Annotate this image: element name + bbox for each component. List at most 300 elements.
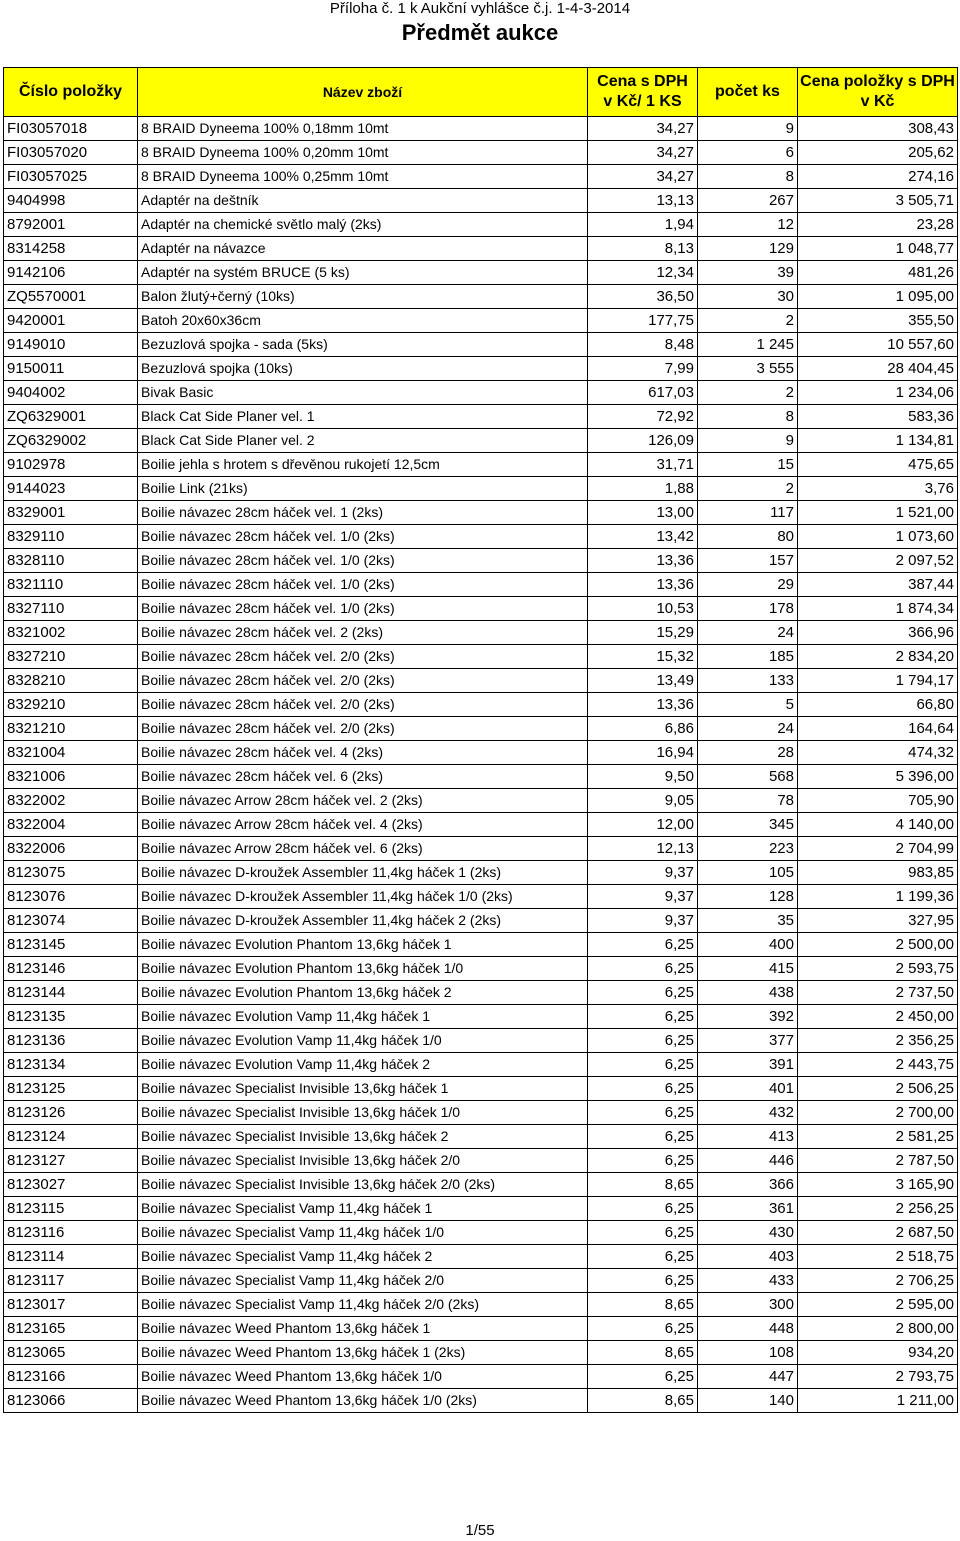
item-total-price: 481,26	[798, 261, 958, 285]
item-code: 9420001	[4, 309, 138, 333]
item-name: 8 BRAID Dyneema 100% 0,25mm 10mt	[138, 165, 588, 189]
column-header-name-label: Název zboží	[322, 83, 403, 100]
item-name: Black Cat Side Planer vel. 1	[138, 405, 588, 429]
item-quantity: 433	[698, 1269, 798, 1293]
table-row	[4, 741, 958, 765]
item-total-price: 2 097,52	[798, 549, 958, 573]
item-quantity: 345	[698, 813, 798, 837]
item-total-price: 1 073,60	[798, 525, 958, 549]
item-name: Boilie návazec Specialist Invisible 13,6kg háček 2/0 (2ks)	[138, 1173, 588, 1197]
item-quantity: 413	[698, 1125, 798, 1149]
item-total-price: 5 396,00	[798, 765, 958, 789]
item-quantity: 2	[698, 477, 798, 501]
item-total-price: 2 800,00	[798, 1317, 958, 1341]
item-unit-price: 8,65	[588, 1173, 698, 1197]
item-unit-price: 36,50	[588, 285, 698, 309]
item-unit-price: 6,25	[588, 1077, 698, 1101]
item-total-price: 2 737,50	[798, 981, 958, 1005]
table-row	[4, 1221, 958, 1245]
item-name: Boilie návazec Specialist Invisible 13,6kg háček 1	[138, 1077, 588, 1101]
item-unit-price: 34,27	[588, 117, 698, 141]
item-total-price: 2 500,00	[798, 933, 958, 957]
item-name: Boilie návazec 28cm háček vel. 2/0 (2ks)	[138, 693, 588, 717]
item-total-price: 3 505,71	[798, 189, 958, 213]
item-quantity: 432	[698, 1101, 798, 1125]
item-total-price: 2 581,25	[798, 1125, 958, 1149]
item-total-price: 2 593,75	[798, 957, 958, 981]
table-row	[4, 909, 958, 933]
item-total-price: 2 793,75	[798, 1365, 958, 1389]
item-name: Adaptér na deštník	[138, 189, 588, 213]
table-row	[4, 1197, 958, 1221]
item-quantity: 568	[698, 765, 798, 789]
item-unit-price: 6,25	[588, 1029, 698, 1053]
item-name: Boilie návazec Evolution Vamp 11,4kg háček 1	[138, 1005, 588, 1029]
item-unit-price: 6,25	[588, 1053, 698, 1077]
table-row	[4, 669, 958, 693]
item-name: Boilie návazec Evolution Phantom 13,6kg háček 1	[138, 933, 588, 957]
item-total-price: 3,76	[798, 477, 958, 501]
item-quantity: 8	[698, 405, 798, 429]
item-name: Boilie návazec D-kroužek Assembler 11,4kg háček 1/0 (2ks)	[138, 885, 588, 909]
item-total-price: 23,28	[798, 213, 958, 237]
document-subtitle: Příloha č. 1 k Aukční vyhlášce č.j. 1-4-3-2014	[329, 0, 631, 17]
item-name: Boilie návazec Specialist Vamp 11,4kg háček 2/0	[138, 1269, 588, 1293]
item-unit-price: 9,37	[588, 885, 698, 909]
item-name: Adaptér na systém BRUCE (5 ks)	[138, 261, 588, 285]
item-quantity: 15	[698, 453, 798, 477]
item-code: ZQ6329001	[4, 405, 138, 429]
item-name: Boilie návazec 28cm háček vel. 1/0 (2ks)	[138, 549, 588, 573]
item-unit-price: 6,25	[588, 981, 698, 1005]
item-unit-price: 9,37	[588, 909, 698, 933]
item-name: Boilie návazec Arrow 28cm háček vel. 4 (2ks)	[138, 813, 588, 837]
item-unit-price: 13,36	[588, 573, 698, 597]
item-unit-price: 13,36	[588, 549, 698, 573]
items-table	[3, 67, 958, 1413]
item-name: Boilie návazec 28cm háček vel. 2 (2ks)	[138, 621, 588, 645]
item-quantity: 35	[698, 909, 798, 933]
item-unit-price: 34,27	[588, 141, 698, 165]
table-row	[4, 1317, 958, 1341]
item-unit-price: 12,34	[588, 261, 698, 285]
item-unit-price: 8,65	[588, 1389, 698, 1413]
table-row	[4, 1173, 958, 1197]
table-row	[4, 357, 958, 381]
item-unit-price: 16,94	[588, 741, 698, 765]
item-quantity: 6	[698, 141, 798, 165]
item-quantity: 366	[698, 1173, 798, 1197]
item-code: 8327210	[4, 645, 138, 669]
item-total-price: 983,85	[798, 861, 958, 885]
table-row	[4, 1125, 958, 1149]
page-number: 1/55	[465, 1522, 495, 1539]
item-name: Adaptér na chemické světlo malý (2ks)	[138, 213, 588, 237]
item-unit-price: 12,00	[588, 813, 698, 837]
table-row	[4, 837, 958, 861]
item-quantity: 9	[698, 429, 798, 453]
item-quantity: 401	[698, 1077, 798, 1101]
item-name: Boilie návazec 28cm háček vel. 1/0 (2ks)	[138, 525, 588, 549]
item-unit-price: 6,25	[588, 1365, 698, 1389]
item-unit-price: 8,48	[588, 333, 698, 357]
table-row	[4, 477, 958, 501]
table-row	[4, 525, 958, 549]
table-row	[4, 1365, 958, 1389]
item-code: 9150011	[4, 357, 138, 381]
item-code: 8123027	[4, 1173, 138, 1197]
item-name: Bezuzlová spojka (10ks)	[138, 357, 588, 381]
item-quantity: 140	[698, 1389, 798, 1413]
table-row	[4, 165, 958, 189]
item-unit-price: 15,29	[588, 621, 698, 645]
item-name: Boilie jehla s hrotem s dřevěnou rukojetí 12,5cm	[138, 453, 588, 477]
item-total-price: 2 518,75	[798, 1245, 958, 1269]
item-name: Bivak Basic	[138, 381, 588, 405]
item-quantity: 391	[698, 1053, 798, 1077]
item-code: 8314258	[4, 237, 138, 261]
item-total-price: 10 557,60	[798, 333, 958, 357]
item-unit-price: 6,25	[588, 1149, 698, 1173]
item-total-price: 2 356,25	[798, 1029, 958, 1053]
item-code: 8328210	[4, 669, 138, 693]
table-row	[4, 405, 958, 429]
table-row	[4, 693, 958, 717]
item-name: Boilie návazec Specialist Invisible 13,6kg háček 2/0	[138, 1149, 588, 1173]
item-quantity: 178	[698, 597, 798, 621]
item-code: 8123166	[4, 1365, 138, 1389]
item-unit-price: 6,25	[588, 1245, 698, 1269]
column-header-total	[798, 68, 958, 117]
item-unit-price: 6,25	[588, 933, 698, 957]
item-name: Boilie návazec 28cm háček vel. 2/0 (2ks)	[138, 717, 588, 741]
item-unit-price: 13,49	[588, 669, 698, 693]
item-name: Boilie návazec Arrow 28cm háček vel. 2 (2ks)	[138, 789, 588, 813]
item-unit-price: 13,13	[588, 189, 698, 213]
table-row	[4, 1149, 958, 1173]
item-code: 8123076	[4, 885, 138, 909]
item-quantity: 377	[698, 1029, 798, 1053]
item-quantity: 8	[698, 165, 798, 189]
table-row	[4, 501, 958, 525]
item-total-price: 2 700,00	[798, 1101, 958, 1125]
item-quantity: 78	[698, 789, 798, 813]
item-quantity: 128	[698, 885, 798, 909]
table-row	[4, 1053, 958, 1077]
item-name: Boilie návazec Specialist Vamp 11,4kg háček 1/0	[138, 1221, 588, 1245]
item-code: 8321210	[4, 717, 138, 741]
item-code: 9149010	[4, 333, 138, 357]
item-code: 8792001	[4, 213, 138, 237]
item-total-price: 2 595,00	[798, 1293, 958, 1317]
item-name: Batoh 20x60x36cm	[138, 309, 588, 333]
item-code: 8123075	[4, 861, 138, 885]
item-code: 8322002	[4, 789, 138, 813]
item-quantity: 185	[698, 645, 798, 669]
item-total-price: 1 095,00	[798, 285, 958, 309]
item-code: 8123074	[4, 909, 138, 933]
item-total-price: 2 704,99	[798, 837, 958, 861]
item-total-price: 2 706,25	[798, 1269, 958, 1293]
item-code: 8322006	[4, 837, 138, 861]
item-unit-price: 13,42	[588, 525, 698, 549]
item-total-price: 2 687,50	[798, 1221, 958, 1245]
table-body	[4, 117, 958, 1413]
item-name: Black Cat Side Planer vel. 2	[138, 429, 588, 453]
item-unit-price: 8,13	[588, 237, 698, 261]
item-unit-price: 6,25	[588, 1197, 698, 1221]
item-quantity: 80	[698, 525, 798, 549]
item-total-price: 327,95	[798, 909, 958, 933]
item-code: 8123065	[4, 1341, 138, 1365]
table-row	[4, 813, 958, 837]
item-total-price: 28 404,45	[798, 357, 958, 381]
item-quantity: 400	[698, 933, 798, 957]
item-total-price: 1 234,06	[798, 381, 958, 405]
item-unit-price: 177,75	[588, 309, 698, 333]
item-total-price: 1 211,00	[798, 1389, 958, 1413]
item-name: Boilie návazec D-kroužek Assembler 11,4kg háček 2 (2ks)	[138, 909, 588, 933]
item-quantity: 157	[698, 549, 798, 573]
item-quantity: 1 245	[698, 333, 798, 357]
item-code: 8321002	[4, 621, 138, 645]
item-quantity: 9	[698, 117, 798, 141]
item-code: 8329210	[4, 693, 138, 717]
item-code: 8327110	[4, 597, 138, 621]
item-name: Boilie návazec 28cm háček vel. 6 (2ks)	[138, 765, 588, 789]
table-row	[4, 1101, 958, 1125]
item-code: 8123135	[4, 1005, 138, 1029]
item-total-price: 934,20	[798, 1341, 958, 1365]
item-quantity: 392	[698, 1005, 798, 1029]
item-quantity: 415	[698, 957, 798, 981]
item-total-price: 2 834,20	[798, 645, 958, 669]
item-unit-price: 12,13	[588, 837, 698, 861]
item-name: Adaptér na návazce	[138, 237, 588, 261]
column-header-code: Číslo položky	[4, 68, 138, 117]
table-row	[4, 645, 958, 669]
item-code: 8123146	[4, 957, 138, 981]
table-row	[4, 621, 958, 645]
item-unit-price: 8,65	[588, 1341, 698, 1365]
item-unit-price: 10,53	[588, 597, 698, 621]
item-total-price: 3 165,90	[798, 1173, 958, 1197]
item-code: 8123165	[4, 1317, 138, 1341]
item-unit-price: 6,25	[588, 1125, 698, 1149]
item-unit-price: 9,50	[588, 765, 698, 789]
item-total-price: 705,90	[798, 789, 958, 813]
item-name: Boilie návazec D-kroužek Assembler 11,4kg háček 1 (2ks)	[138, 861, 588, 885]
table-row	[4, 1077, 958, 1101]
item-quantity: 300	[698, 1293, 798, 1317]
item-name: 8 BRAID Dyneema 100% 0,18mm 10mt	[138, 117, 588, 141]
item-code: 9404998	[4, 189, 138, 213]
item-code: 9144023	[4, 477, 138, 501]
item-quantity: 361	[698, 1197, 798, 1221]
item-total-price: 308,43	[798, 117, 958, 141]
item-quantity: 438	[698, 981, 798, 1005]
item-total-price: 2 256,25	[798, 1197, 958, 1221]
table-row	[4, 285, 958, 309]
table-row	[4, 957, 958, 981]
item-code: 8329110	[4, 525, 138, 549]
table-row	[4, 453, 958, 477]
column-header-total-line1: Cena položky s DPH	[800, 73, 955, 90]
item-name: Boilie návazec Weed Phantom 13,6kg háček 1/0 (2ks)	[138, 1389, 588, 1413]
item-code: 8123066	[4, 1389, 138, 1413]
item-code: 8321004	[4, 741, 138, 765]
table-row	[4, 381, 958, 405]
item-name: Boilie návazec Weed Phantom 13,6kg háček 1 (2ks)	[138, 1341, 588, 1365]
item-quantity: 129	[698, 237, 798, 261]
item-quantity: 5	[698, 693, 798, 717]
table-row	[4, 549, 958, 573]
item-code: 8321006	[4, 765, 138, 789]
item-unit-price: 6,25	[588, 957, 698, 981]
item-name: Boilie návazec Evolution Vamp 11,4kg háček 2	[138, 1053, 588, 1077]
column-header-total-line2: v Kč	[860, 93, 895, 110]
item-unit-price: 72,92	[588, 405, 698, 429]
item-code: ZQ5570001	[4, 285, 138, 309]
table-row	[4, 597, 958, 621]
table-row	[4, 309, 958, 333]
item-code: FI03057025	[4, 165, 138, 189]
table-row	[4, 237, 958, 261]
table-row	[4, 117, 958, 141]
item-total-price: 1 874,34	[798, 597, 958, 621]
item-total-price: 2 506,25	[798, 1077, 958, 1101]
table-row	[4, 189, 958, 213]
table-row	[4, 1029, 958, 1053]
table-row	[4, 885, 958, 909]
column-header-name	[138, 68, 588, 117]
item-unit-price: 6,25	[588, 1101, 698, 1125]
column-header-price-line2: v Kč/ 1 KS	[603, 93, 682, 110]
item-unit-price: 9,37	[588, 861, 698, 885]
item-code: 8123134	[4, 1053, 138, 1077]
item-total-price: 66,80	[798, 693, 958, 717]
item-name: Boilie návazec 28cm háček vel. 2/0 (2ks)	[138, 645, 588, 669]
item-quantity: 448	[698, 1317, 798, 1341]
table-header-row	[4, 68, 958, 117]
item-total-price: 475,65	[798, 453, 958, 477]
item-total-price: 474,32	[798, 741, 958, 765]
item-unit-price: 6,25	[588, 1221, 698, 1245]
item-unit-price: 31,71	[588, 453, 698, 477]
item-quantity: 403	[698, 1245, 798, 1269]
item-code: 8321110	[4, 573, 138, 597]
item-quantity: 446	[698, 1149, 798, 1173]
item-quantity: 29	[698, 573, 798, 597]
item-total-price: 1 794,17	[798, 669, 958, 693]
item-quantity: 133	[698, 669, 798, 693]
item-quantity: 2	[698, 309, 798, 333]
item-unit-price: 6,25	[588, 1317, 698, 1341]
table-row	[4, 1341, 958, 1365]
item-name: Boilie návazec Weed Phantom 13,6kg háček 1	[138, 1317, 588, 1341]
item-name: Boilie návazec Evolution Phantom 13,6kg háček 2	[138, 981, 588, 1005]
item-name: Boilie návazec Weed Phantom 13,6kg háček 1/0	[138, 1365, 588, 1389]
item-code: 8123115	[4, 1197, 138, 1221]
table-row	[4, 1005, 958, 1029]
item-total-price: 4 140,00	[798, 813, 958, 837]
table-row	[4, 1389, 958, 1413]
item-code: 8123125	[4, 1077, 138, 1101]
item-unit-price: 34,27	[588, 165, 698, 189]
item-quantity: 105	[698, 861, 798, 885]
item-quantity: 24	[698, 621, 798, 645]
item-name: Boilie návazec Specialist Vamp 11,4kg háček 2	[138, 1245, 588, 1269]
item-name: Boilie návazec Evolution Vamp 11,4kg háček 1/0	[138, 1029, 588, 1053]
table-row	[4, 933, 958, 957]
item-name: Boilie návazec 28cm háček vel. 4 (2ks)	[138, 741, 588, 765]
table-row	[4, 765, 958, 789]
item-quantity: 430	[698, 1221, 798, 1245]
table-row	[4, 333, 958, 357]
item-name: 8 BRAID Dyneema 100% 0,20mm 10mt	[138, 141, 588, 165]
item-total-price: 1 134,81	[798, 429, 958, 453]
item-quantity: 3 555	[698, 357, 798, 381]
item-name: Boilie návazec Specialist Invisible 13,6kg háček 1/0	[138, 1101, 588, 1125]
table-row	[4, 429, 958, 453]
item-name: Boilie návazec Evolution Phantom 13,6kg háček 1/0	[138, 957, 588, 981]
item-code: 8123117	[4, 1269, 138, 1293]
item-code: 8123127	[4, 1149, 138, 1173]
table-row	[4, 861, 958, 885]
item-code: 8329001	[4, 501, 138, 525]
item-total-price: 1 521,00	[798, 501, 958, 525]
item-unit-price: 617,03	[588, 381, 698, 405]
item-code: 8123017	[4, 1293, 138, 1317]
item-total-price: 164,64	[798, 717, 958, 741]
item-unit-price: 6,86	[588, 717, 698, 741]
item-code: 8123114	[4, 1245, 138, 1269]
item-total-price: 2 450,00	[798, 1005, 958, 1029]
item-name: Boilie návazec Specialist Vamp 11,4kg háček 2/0 (2ks)	[138, 1293, 588, 1317]
item-quantity: 447	[698, 1365, 798, 1389]
item-code: 8123116	[4, 1221, 138, 1245]
item-code: 9102978	[4, 453, 138, 477]
table-row	[4, 981, 958, 1005]
item-code: 8123136	[4, 1029, 138, 1053]
item-total-price: 274,16	[798, 165, 958, 189]
item-total-price: 387,44	[798, 573, 958, 597]
table-row	[4, 261, 958, 285]
item-quantity: 108	[698, 1341, 798, 1365]
item-total-price: 583,36	[798, 405, 958, 429]
item-unit-price: 8,65	[588, 1293, 698, 1317]
table-row	[4, 1293, 958, 1317]
item-name: Bezuzlová spojka - sada (5ks)	[138, 333, 588, 357]
item-name: Boilie návazec Specialist Vamp 11,4kg háček 1	[138, 1197, 588, 1221]
table-row	[4, 573, 958, 597]
item-name: Boilie návazec Arrow 28cm háček vel. 6 (2ks)	[138, 837, 588, 861]
item-code: 8328110	[4, 549, 138, 573]
table-row	[4, 717, 958, 741]
item-total-price: 205,62	[798, 141, 958, 165]
table-row	[4, 213, 958, 237]
item-code: 8123145	[4, 933, 138, 957]
item-name: Boilie návazec Specialist Invisible 13,6kg háček 2	[138, 1125, 588, 1149]
item-unit-price: 9,05	[588, 789, 698, 813]
item-unit-price: 13,00	[588, 501, 698, 525]
table-row	[4, 789, 958, 813]
item-code: 8123124	[4, 1125, 138, 1149]
item-quantity: 30	[698, 285, 798, 309]
item-unit-price: 13,36	[588, 693, 698, 717]
item-code: 9142106	[4, 261, 138, 285]
item-quantity: 223	[698, 837, 798, 861]
